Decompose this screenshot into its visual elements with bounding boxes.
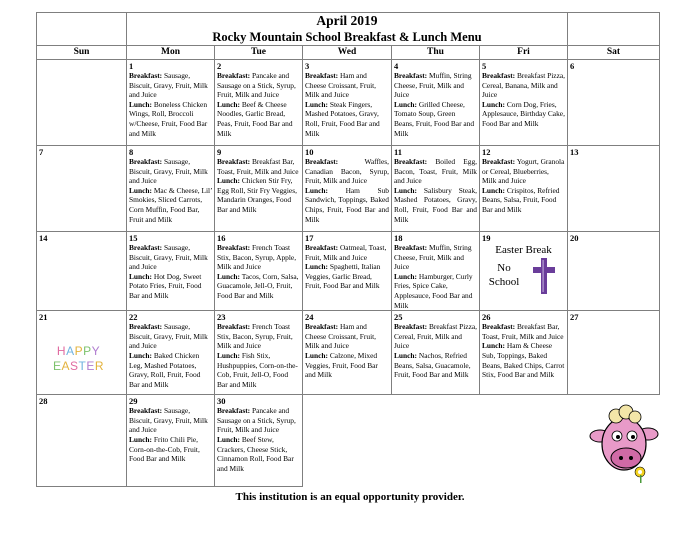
breakfast-items: Waffles, Canadian Bacon, Syrup, Fruit, Milk and Juice — [305, 157, 389, 186]
breakfast-menu — [482, 157, 565, 186]
day-number: 14 — [39, 233, 48, 243]
lunch-items: Calzone, Mixed Veggies, Fruit, Food Bar and Milk — [305, 350, 378, 380]
month-title: April 2019 — [316, 13, 378, 28]
day-cell — [480, 311, 568, 395]
day-number: 23 — [217, 312, 226, 323]
day-number: 16 — [217, 233, 226, 243]
lunch-label: Lunch: — [217, 434, 241, 444]
day-number: 8 — [129, 147, 134, 157]
day-cell — [215, 395, 303, 487]
lunch-items: Corn Dog, Fries, Applesauce, Birthday Cake, Food Bar and Milk — [482, 99, 565, 128]
lunch-items: Salisbury Steak, Mashed Potatoes, Gravy, Roll, Fruit, Food Bar and Milk — [394, 185, 477, 224]
day-cell — [37, 232, 127, 311]
school-label: School — [488, 276, 520, 288]
lunch-label: Lunch: — [305, 99, 329, 109]
week-row — [37, 311, 660, 395]
day-number: 3 — [305, 61, 310, 71]
day-header-sat: Sat — [568, 46, 660, 60]
lunch-menu — [217, 435, 300, 473]
lunch-items: Beef Stew, Crackers, Cheese Stick, Cinnamon Roll, Food Bar and Milk — [217, 434, 294, 473]
easter-break-label: Easter Break — [495, 244, 552, 256]
happy-easter-graphic — [53, 344, 104, 374]
happy-letter: P — [83, 344, 92, 358]
breakfast-items: Ham and Cheese Croissant, Fruit, Milk and Juice — [305, 71, 377, 100]
breakfast-menu — [482, 322, 565, 341]
lunch-label: Lunch: — [482, 99, 506, 109]
lunch-label: Lunch: — [217, 176, 241, 186]
day-cell — [127, 311, 215, 395]
lunch-menu — [129, 186, 212, 224]
lunch-items: Chicken Stir Fry, Egg Roll, Stir Fry Veggies, Mandarin Oranges, Food Bar and Milk — [217, 176, 297, 214]
week-row — [37, 146, 660, 232]
day-cell — [392, 60, 480, 146]
lunch-label: Lunch: — [394, 99, 418, 109]
day-cell — [127, 232, 215, 311]
breakfast-label: Breakfast: — [482, 157, 516, 166]
breakfast-label: Breakfast: — [305, 157, 339, 166]
day-cell — [303, 146, 392, 232]
weekday-header-row — [37, 46, 660, 60]
breakfast-label: Breakfast: — [482, 322, 516, 332]
breakfast-menu — [129, 71, 212, 100]
lunch-items: Fish Stix, Hushpuppies, Corn-on-the-Cob, Fruit, Jell-O, Food Bar and Milk — [217, 350, 298, 389]
day-header-fri: Fri — [480, 46, 568, 60]
lunch-label: Lunch: — [217, 99, 241, 109]
day-cell — [127, 146, 215, 232]
breakfast-items: Oatmeal, Toast, Fruit, Milk and Juice — [305, 243, 387, 262]
day-header-mon: Mon — [127, 46, 215, 60]
lunch-menu — [305, 186, 389, 224]
day-cell — [37, 395, 127, 487]
lunch-label: Lunch: — [129, 350, 153, 360]
lunch-label: Lunch: — [217, 271, 241, 281]
breakfast-menu — [217, 71, 300, 100]
day-number: 9 — [217, 147, 222, 157]
day-number: 5 — [482, 61, 487, 71]
day-number: 25 — [394, 312, 403, 323]
lunch-menu — [394, 351, 477, 380]
lunch-menu — [217, 272, 300, 301]
breakfast-menu — [305, 322, 389, 351]
happy-letter: A — [66, 344, 75, 358]
breakfast-menu — [394, 71, 477, 100]
day-number: 12 — [482, 147, 491, 157]
breakfast-label: Breakfast: — [129, 243, 163, 252]
lunch-items: Grilled Cheese, Tomato Soup, Green Beans, Fruit, Food Bar and Milk — [394, 99, 475, 138]
lunch-label: Lunch: — [394, 271, 418, 281]
day-number: 21 — [39, 312, 48, 323]
breakfast-label: Breakfast: — [129, 406, 163, 416]
lunch-label: Lunch: — [129, 271, 153, 281]
day-number: 19 — [482, 233, 491, 243]
lunch-menu — [394, 272, 477, 310]
day-cell — [303, 232, 392, 311]
breakfast-items: Sausage, Biscuit, Gravy, Fruit, Milk and Juice — [129, 71, 208, 100]
day-header-thu: Thu — [392, 46, 480, 60]
day-number: 7 — [39, 147, 44, 157]
day-number: 29 — [129, 396, 138, 407]
lunch-menu — [129, 351, 212, 389]
lunch-menu — [217, 176, 300, 214]
breakfast-items: Breakfast Bar, Toast, Fruit, Milk and Juice — [217, 157, 299, 176]
day-cell — [480, 146, 568, 232]
header-blank-right — [568, 13, 660, 46]
breakfast-menu — [129, 157, 212, 186]
breakfast-label: Breakfast: — [394, 322, 428, 332]
day-number: 17 — [305, 233, 314, 243]
cross-icon — [532, 257, 556, 295]
breakfast-label: Breakfast: — [482, 71, 516, 80]
day-number: 6 — [570, 61, 575, 71]
breakfast-items: Boiled Egg, Bacon, Toast, Fruit, Milk and Juice — [394, 157, 477, 186]
day-cell — [568, 311, 660, 395]
lunch-label: Lunch: — [482, 185, 506, 195]
breakfast-label: Breakfast: — [129, 71, 163, 80]
week-row — [37, 232, 660, 311]
breakfast-items: Breakfast Bar, Toast, Fruit, Milk and Juice — [482, 322, 564, 341]
lunch-menu — [305, 100, 389, 138]
lunch-menu — [482, 186, 565, 215]
week-row — [37, 395, 660, 487]
breakfast-menu — [129, 243, 212, 272]
breakfast-label: Breakfast: — [305, 71, 339, 80]
day-cell-empty — [303, 395, 392, 487]
happy-letter: P — [74, 344, 84, 358]
day-cell — [568, 146, 660, 232]
lunch-items: Crispitos, Refried Beans, Salsa, Fruit, Food Bar and Milk — [482, 185, 560, 214]
day-cell-empty — [37, 60, 127, 146]
day-number: 26 — [482, 312, 491, 323]
lunch-menu — [217, 351, 300, 389]
day-header-sun: Sun — [37, 46, 127, 60]
day-cell — [392, 146, 480, 232]
lunch-items: Hot Dog, Sweet Potato Fries, Fruit, Food Bar and Milk — [129, 271, 202, 300]
breakfast-label: Breakfast: — [129, 157, 163, 166]
lunch-label: Lunch: — [129, 99, 153, 109]
breakfast-label: Breakfast: — [217, 157, 251, 166]
breakfast-menu — [217, 243, 300, 272]
lunch-label: Lunch: — [129, 185, 153, 195]
breakfast-label: Breakfast: — [129, 322, 163, 332]
lunch-label: Lunch: — [129, 434, 153, 444]
lunch-items: Steak Fingers, Mashed Potatoes, Gravy, Roll, Fruit, Food Bar and Milk — [305, 99, 380, 138]
day-cell — [127, 395, 215, 487]
easter-letter: E — [53, 359, 62, 373]
day-number: 2 — [217, 61, 222, 71]
breakfast-menu — [129, 322, 212, 351]
lunch-menu — [305, 351, 389, 380]
breakfast-label: Breakfast: — [217, 322, 251, 332]
breakfast-menu — [394, 243, 477, 272]
day-number: 11 — [394, 147, 403, 157]
day-header-wed: Wed — [303, 46, 392, 60]
header-title — [127, 13, 568, 46]
footer-statement: This institution is an equal opportunity provider. — [235, 491, 465, 503]
breakfast-label: Breakfast: — [394, 243, 428, 252]
breakfast-items: Sausage, Biscuit, Gravy, Fruit, Milk and Juice — [129, 322, 208, 351]
happy-text — [53, 344, 104, 359]
day-cell — [568, 60, 660, 146]
breakfast-menu — [129, 406, 212, 435]
day-cell — [215, 311, 303, 395]
lunch-items: Beef & Cheese Noodles, Garlic Bread, Peas, Fruit, Food Bar and Milk — [217, 99, 293, 138]
day-cell — [127, 60, 215, 146]
day-cell — [215, 60, 303, 146]
menu-calendar — [36, 12, 660, 487]
lunch-menu — [129, 435, 212, 464]
lunch-items: Ham & Cheese Sub, Toppings, Baked Beans, Baked Chips, Carrot Stix, Food Bar and Milk — [482, 341, 565, 380]
day-header-tue: Tue — [215, 46, 303, 60]
breakfast-menu — [305, 71, 389, 100]
lunch-menu — [129, 272, 212, 301]
day-cell — [215, 232, 303, 311]
day-number: 18 — [394, 233, 403, 243]
lunch-menu — [394, 100, 477, 138]
breakfast-menu — [394, 157, 477, 186]
easter-letter: T — [78, 359, 87, 373]
breakfast-label: Breakfast: — [305, 243, 339, 252]
lunch-items: Boneless Chicken Wings, Roll, Broccoli w/Cheese, Fruit, Food Bar and Milk — [129, 99, 208, 138]
week-row — [37, 60, 660, 146]
breakfast-label: Breakfast: — [305, 322, 339, 332]
day-number: 22 — [129, 312, 138, 323]
easter-letter: S — [70, 359, 79, 373]
breakfast-items: Pancake and Sausage on a Stick, Syrup, Fruit, Milk and Juice — [217, 71, 296, 100]
lunch-items: Spaghetti, Italian Veggies, Garlic Bread, Fruit, Food Bar and Milk — [305, 262, 381, 291]
lunch-menu — [482, 100, 565, 129]
breakfast-items: Sausage, Biscuit, Gravy, Fruit, Milk and Juice — [129, 406, 208, 435]
happy-letter: H — [56, 344, 67, 358]
breakfast-menu — [482, 71, 565, 100]
no-label: No — [497, 262, 511, 274]
day-number: 24 — [305, 312, 314, 323]
lunch-items: Baked Chicken Leg, Mashed Potatoes, Gravy, Roll, Fruit, Food Bar and Milk — [129, 350, 201, 389]
breakfast-items: Breakfast Pizza, Cereal, Banana, Milk and Juice — [482, 71, 565, 100]
lunch-items: Hamburger, Curly Fries, Spice Cake, Applesauce, Food Bar and Milk — [394, 271, 473, 310]
breakfast-items: Ham and Cheese Croissant, Fruit, Milk and Juice — [305, 322, 377, 351]
day-number: 10 — [305, 147, 314, 157]
lunch-label: Lunch: — [217, 350, 241, 360]
breakfast-label: Breakfast: — [394, 71, 428, 80]
day-number: 1 — [129, 61, 134, 71]
lunch-menu — [217, 100, 300, 138]
day-cell — [215, 146, 303, 232]
day-number: 30 — [217, 396, 226, 407]
day-cell — [303, 60, 392, 146]
breakfast-menu — [217, 157, 300, 176]
breakfast-items: Sausage, Biscuit, Gravy, Fruit, Milk and Juice — [129, 243, 208, 272]
day-number: 4 — [394, 61, 399, 71]
breakfast-label: Breakfast: — [217, 71, 251, 80]
day-number: 28 — [39, 396, 48, 407]
lunch-items: Frito Chili Pie, Corn-on-the-Cob, Fruit, Food Bar and Milk — [129, 434, 200, 464]
breakfast-menu — [217, 406, 300, 435]
breakfast-items: Muffin, String Cheese, Fruit, Milk and Juice — [394, 243, 472, 272]
lunch-label: Lunch: — [305, 262, 329, 272]
breakfast-items: Pancake and Sausage on a Stick, Syrup, Fruit, Milk and Juice — [217, 406, 296, 435]
easter-letter: A — [61, 359, 71, 373]
day-cell — [480, 60, 568, 146]
day-cell-empty — [392, 395, 480, 487]
menu-title: Rocky Mountain School Breakfast & Lunch Menu — [212, 30, 482, 44]
lunch-items: Ham Sub Sandwich, Toppings, Baked Chips, Fruit, Food Bar and Milk — [305, 185, 389, 224]
lunch-menu — [394, 186, 477, 224]
happy-letter: Y — [91, 344, 101, 358]
breakfast-menu — [305, 157, 389, 186]
day-number: 15 — [129, 233, 138, 243]
breakfast-items: Muffin, String Cheese, Fruit, Milk and Juice — [394, 71, 472, 100]
breakfast-items: Breakfast Pizza, Cereal, Fruit, Milk and Juice — [394, 322, 477, 351]
breakfast-menu — [305, 243, 389, 262]
lunch-menu — [482, 341, 565, 379]
day-cell — [568, 232, 660, 311]
day-cell — [392, 311, 480, 395]
day-cell — [392, 232, 480, 311]
breakfast-menu — [394, 322, 477, 351]
lunch-items: Tacos, Corn, Salsa, Guacamole, Jell-O, Fruit, Food Bar and Milk — [217, 271, 299, 300]
breakfast-items: French Toast Stix, Bacon, Syrup, Fruit, Milk and Juice — [217, 322, 293, 351]
breakfast-menu — [217, 322, 300, 351]
lunch-label: Lunch: — [305, 185, 329, 195]
day-number: 13 — [570, 147, 579, 157]
day-cell-easter-break — [480, 232, 568, 311]
breakfast-label: Breakfast: — [394, 157, 428, 166]
easter-letter: E — [86, 359, 95, 373]
lunch-items: Mac & Cheese, Lil’ Smokies, Sliced Carrots, Corn Muffin, Food Bar, Fruit and Milk — [129, 185, 213, 224]
lunch-menu — [129, 100, 212, 138]
lunch-label: Lunch: — [394, 350, 418, 360]
lunch-label: Lunch: — [305, 350, 329, 360]
lunch-label: Lunch: — [394, 185, 418, 195]
lunch-label: Lunch: — [482, 341, 506, 351]
breakfast-items: Yogurt, Granola or Cereal, Blueberries, Milk and Juice — [482, 157, 565, 186]
cow-mascot-icon — [578, 398, 662, 484]
day-cell — [37, 146, 127, 232]
day-cell — [303, 311, 392, 395]
breakfast-items: Sausage, Biscuit, Gravy, Fruit, Milk and Juice — [129, 157, 208, 186]
breakfast-items: French Toast Stix, Bacon, Syrup, Apple, Milk and Juice — [217, 243, 297, 272]
easter-text — [53, 359, 104, 374]
day-number: 27 — [570, 312, 579, 323]
day-cell-empty — [480, 395, 568, 487]
day-number: 20 — [570, 233, 579, 243]
breakfast-label: Breakfast: — [217, 406, 251, 416]
lunch-items: Nachos, Refried Beans, Salsa, Guacamole, Fruit, Food Bar and Milk — [394, 350, 471, 380]
header-blank-left — [37, 13, 127, 46]
breakfast-label: Breakfast: — [217, 243, 251, 252]
easter-letter: R — [94, 359, 105, 373]
lunch-menu — [305, 262, 389, 291]
